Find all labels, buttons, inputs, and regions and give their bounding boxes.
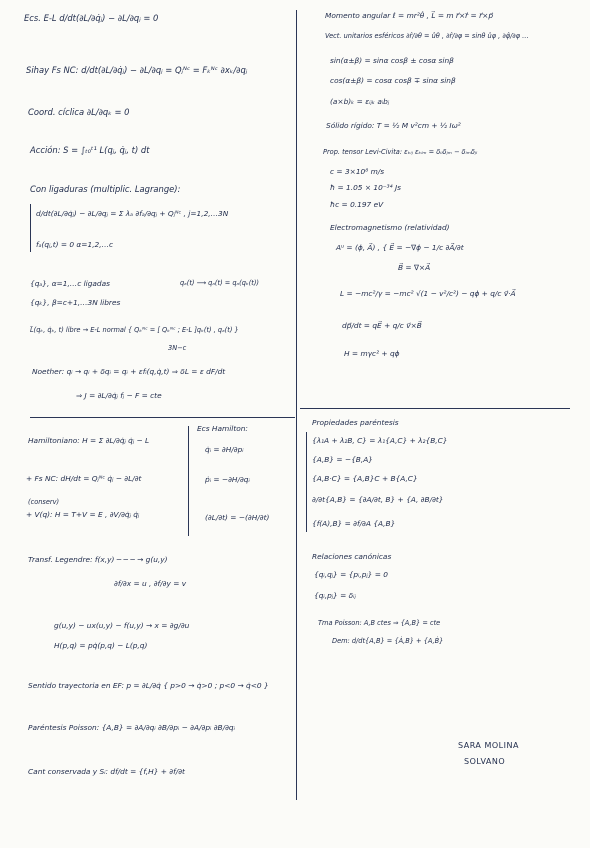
legendre-g: g(u,y) − ux(u,y) − f(u,y) → x = ∂g/∂u: [54, 621, 190, 630]
bracket-linearity: {λ₁A + λ₂B, C} = λ₁{A,C} + λ₂{B,C}: [312, 436, 448, 445]
hbar-c: ħc = 0.197 eV: [330, 200, 384, 209]
euler-lagrange-eq: Ecs. E-L d/dt(∂L/∂q̇ⱼ) − ∂L/∂qⱼ = 0: [24, 13, 159, 23]
action-integral-eq: Acción: S = ∫ₜ₀ᵗ¹ L(qⱼ, q̇ⱼ, t) dt: [30, 145, 150, 155]
properties-brace: [306, 432, 307, 532]
brace-line: [30, 204, 31, 252]
noether-symmetry: Noether: qᵢ → qᵢ + δqᵢ = qᵢ + εfᵢ(q,q̇,t) ⇒ δL = ε dF/dt: [32, 367, 226, 376]
constraint-eq-2: fₐ(qⱼ,t) = 0 α=1,2,…c: [36, 240, 114, 249]
em-magnetic-field: B⃗ = ∇×A⃗: [398, 263, 431, 272]
hamilton-eq-t: (∂L/∂t) = −(∂H/∂t): [205, 513, 270, 522]
relativistic-hamiltonian: H = mγc² + qϕ: [344, 349, 400, 358]
angular-momentum: Momento angular ℓ = mr²θ̇ , L⃗ = m r⃗×ṙ⃗ = r⃗×p⃗: [325, 11, 494, 20]
column-divider: [296, 10, 297, 800]
conservative-note: (conserv): [28, 498, 60, 506]
sine-addition: sin(α±β) = sinα cosβ ± cosα sinβ: [330, 56, 454, 65]
noether-conserved: ⇒ J = ∂L/∂q̇ⱼ fⱼ − F = cte: [76, 391, 162, 400]
relativistic-lagrangian: L = −mc²/γ = −mc² √(1 − v²/c²) − qϕ + q/c v⃗·A⃗: [340, 289, 516, 298]
speed-of-light: c = 3×10⁸ m/s: [330, 167, 385, 176]
hamilton-eq-p: ṗᵢ = −∂H/∂qᵢ: [205, 475, 250, 484]
nonconservative-forces-eq: Sihay Fs NC: d/dt(∂L/∂q̇ⱼ) − ∂L/∂qⱼ = Qⱼᴺᶜ = Fₖᴺᶜ ∂xₖ/∂qⱼ: [26, 65, 248, 75]
legendre-hamiltonian: H(p,q) = pq̇(p,q) − L(p,q): [54, 641, 148, 650]
bracket-function: {f(A),B} = ∂f/∂A {A,B}: [312, 519, 396, 528]
constraint-bound-coords: {qₐ}, α=1,…c ligadas: [30, 279, 111, 288]
cosine-addition: cos(α±β) = cosα cosβ ∓ sinα sinβ: [330, 76, 456, 85]
spherical-unit-vectors: Vect. unitarios esféricos ∂r̂/∂θ = ûθ , ∂r̂/∂φ = sinθ ûφ , ∂φ̂/∂φ …: [325, 32, 529, 40]
legendre-transform: Transf. Legendre: f(x,y) ─ ─ ─ → g(u,y): [28, 555, 168, 564]
canonical-relation-1: {qᵢ,qⱼ} = {pᵢ,pⱼ} = 0: [314, 570, 388, 579]
hamiltonian-definition: Hamiltoniano: H = Σ ∂L/∂q̇ⱼ q̇ⱼ − L: [28, 436, 150, 445]
reduced-planck: ħ = 1.05 × 10⁻³⁴ Js: [330, 183, 401, 192]
cross-product-component: (a×b)ₖ = εᵢⱼₖ aᵢbⱼ: [330, 97, 390, 106]
poisson-bracket-definition: Paréntesis Poisson: {A,B} = ∂A/∂qᵢ ∂B/∂pᵢ − ∂A/∂pᵢ ∂B/∂qᵢ: [28, 723, 235, 732]
hamiltonian-energy: + V(q): H = T+V = E , ∂V/∂q̇ⱼ q̇ⱼ: [26, 510, 140, 519]
section-divider: [30, 417, 295, 418]
cyclic-coordinate-eq: Coord. cíclica ∂L/∂qₖ = 0: [28, 107, 130, 117]
constraint-substitution: qₐ(t) ⟶ qₐ(t) = qₐ(qₖ(t)): [180, 279, 259, 287]
canonical-relations-title: Relaciones canónicas: [312, 552, 392, 561]
conserved-quantity-eq: Cant conservada y Sᵢ: df/dt = {f,H} + ∂f/∂t: [28, 767, 185, 776]
hamilton-eqs-title: Ecs Hamilton:: [197, 424, 248, 433]
poisson-theorem-proof: Dem: d/dt{A,B} = {Ȧ,B} + {A,Ḃ}: [332, 637, 444, 645]
author-name-line-1: SARA MOLINA: [458, 741, 519, 750]
bracket-antisymmetry: {A,B} = −{B,A}: [312, 455, 373, 464]
reduced-lagrangian: L̃(qₖ, q̇ₖ, t) libre → E-L normal { Qₖᴺᶜ = [ Qₖᴺᶜ ; E-L ]qₖ(t) , qₐ(t) }: [30, 326, 239, 334]
section-divider-right: [300, 408, 570, 409]
constraint-free-coords: {qₖ}, β=c+1,…3N libres: [30, 298, 121, 307]
levi-civita-property: Prop. tensor Levi-Civita: εₖᵢⱼ εₖₗₘ = δᵢₗδⱼₘ − δᵢₘδⱼₗ: [323, 148, 478, 156]
phase-space-direction: Sentido trayectoria en EF: p = ∂L/∂q̇ { p>0 → q̇>0 ; p<0 → q̇<0 }: [28, 681, 269, 690]
legendre-derivatives: ∂f/∂x = u , ∂f/∂y = v: [114, 579, 187, 588]
constraints-title: Con ligaduras (multiplic. Lagrange):: [30, 184, 181, 194]
canonical-relation-2: {qᵢ,pⱼ} = δᵢⱼ: [314, 591, 356, 600]
bracket-time-derivative: ∂/∂t{A,B} = {∂A/∂t, B} + {A, ∂B/∂t}: [312, 495, 444, 504]
bracket-properties-title: Propiedades paréntesis: [312, 418, 399, 427]
hamilton-eq-q: q̇ᵢ = ∂H/∂pᵢ: [205, 445, 244, 454]
bracket-leibniz: {A,B·C} = {A,B}C + B{A,C}: [312, 474, 418, 483]
reduced-dof-note: 3N−c: [168, 344, 187, 352]
rigid-body-energy: Sólido rígido: T = ½ M v²cm + ½ Iω²: [326, 121, 461, 130]
author-name-line-2: SOLVANO: [464, 757, 506, 766]
hamilton-box-line: [188, 426, 189, 536]
hamiltonian-nc: + Fs NC: dH/dt = Qⱼᴺᶜ q̇ⱼ − ∂L/∂t: [26, 474, 142, 483]
em-potential: Aᵘ = (ϕ, A⃗) , { E⃗ = −∇ϕ − 1/c ∂A⃗/∂t: [336, 243, 464, 252]
lorentz-force: dp⃗/dt = qE⃗ + q/c v⃗×B⃗: [342, 321, 422, 330]
em-title: Electromagnetismo (relatividad): [330, 223, 450, 232]
poisson-theorem: Tma Poisson: A,B ctes ⇒ {A,B} = cte: [318, 619, 441, 627]
constraint-eq-1: d/dt(∂L/∂q̇ⱼ) − ∂L/∂qⱼ = Σ λₐ ∂fₐ/∂qⱼ + Qⱼᴺᶜ , j=1,2,…3N: [36, 209, 229, 218]
